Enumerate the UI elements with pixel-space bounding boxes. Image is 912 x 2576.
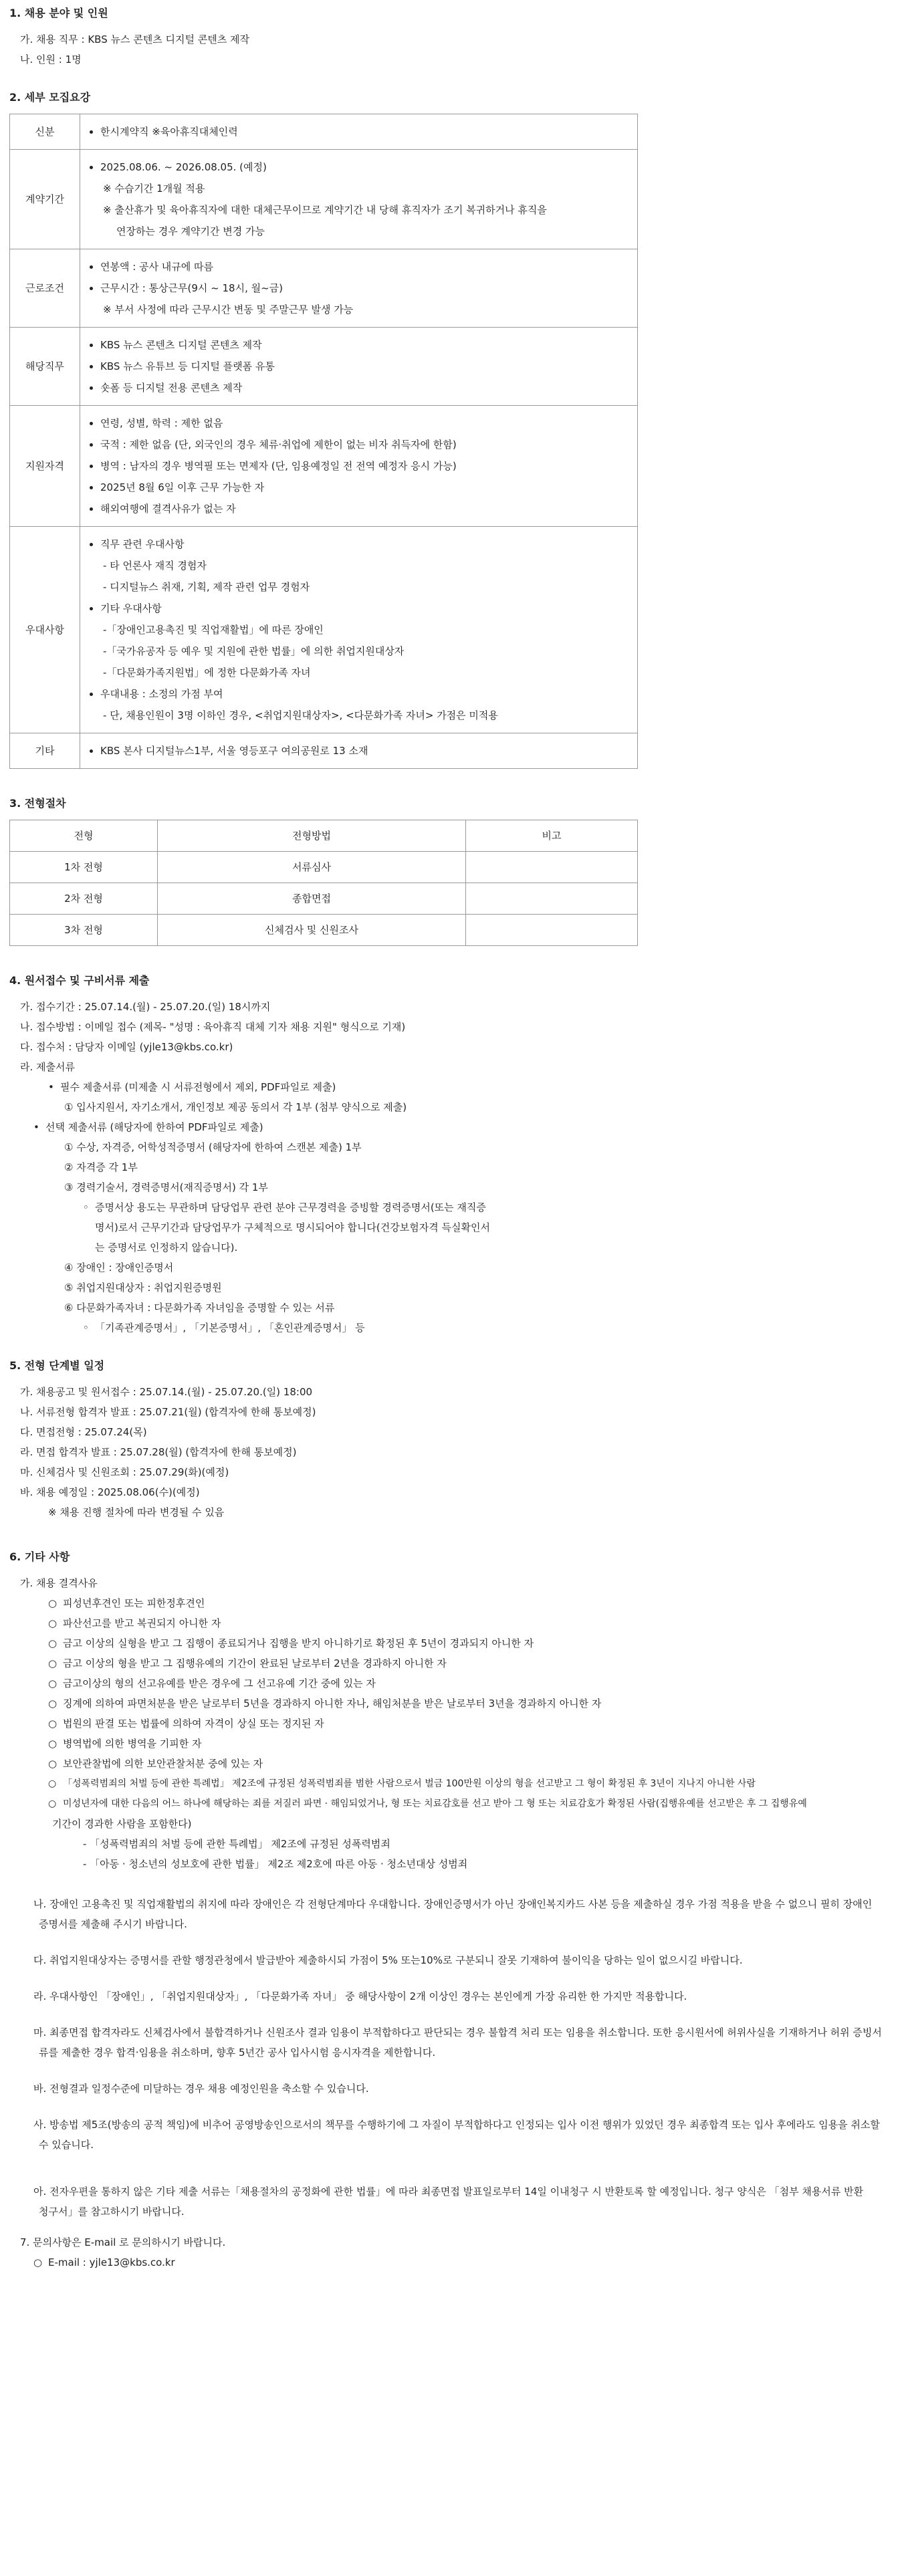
row-content bbox=[80, 150, 638, 249]
sub-item: - 디지털뉴스 취재, 기획, 제작 관련 업무 경험자 bbox=[103, 581, 310, 593]
notice-return-docs-cont: 청구서」를 참고하시기 바랍니다. bbox=[39, 2206, 185, 2218]
table-row bbox=[10, 328, 638, 406]
disqualification-item: ○ 피성년후견인 또는 피한정후견인 bbox=[9, 1593, 903, 1613]
table-cell bbox=[466, 915, 638, 946]
disqualification-item: ○ 금고이상의 형의 선고유예를 받은 경우에 그 선고유예 기간 중에 있는 자 bbox=[9, 1673, 903, 1693]
disqualification-heading: 가. 채용 결격사유 bbox=[20, 1577, 98, 1589]
doc-item: ④ 장애인 : 장애인증명서 bbox=[64, 1262, 174, 1274]
notice-return-docs: 아. 전자우편을 통하지 않은 기타 제출 서류는「채용절차의 공정화에 관한 법률」에 따라 최종면접 발표일로부터 14일 이내청구 시 반환토록 할 예정입니다. 청구 양식은 「첨부 채용서류 반환 bbox=[33, 2186, 864, 2198]
table-cell bbox=[466, 852, 638, 883]
list-item: • 2025년 8월 6일 이후 근무 가능한 자 bbox=[100, 477, 629, 498]
disqualification-item: ○ 「성폭력범죄의 처벌 등에 관한 특례법」 제2조에 규정된 성폭력범죄를 범한 사람으로서 벌금 100만원 이상의 형을 선고받고 그 형이 확정된 후 3년이 지나지 아니한 사람 bbox=[9, 1774, 903, 1794]
disqualification-item: ○ 보안관찰법에 의한 보안관찰처분 중에 있는 자 bbox=[9, 1754, 903, 1774]
table-row bbox=[10, 852, 638, 883]
application-method: 나. 접수방법 : 이메일 접수 (제목- "성명 : 육아휴직 대체 기자 채용 지원" 형식으로 기재) bbox=[20, 1021, 406, 1033]
row-content bbox=[80, 406, 638, 527]
row-header-preferences: 우대사항 bbox=[10, 527, 80, 733]
sub-item: - 타 언론사 재직 경험자 bbox=[103, 560, 207, 572]
row-content bbox=[80, 114, 638, 150]
disqualification-sub: - 「성폭력범죄의 처벌 등에 관한 특례법」 제2조에 규정된 성폭력범죄 bbox=[83, 1838, 390, 1850]
disqualification-item: ○ 법원의 판결 또는 법률에 의하여 자격이 상실 또는 정지된 자 bbox=[9, 1714, 903, 1734]
doc-item: ② 자격증 각 1부 bbox=[64, 1161, 138, 1173]
doc-item: ⑥ 다문화가족자녀 : 다문화가족 자녀임을 증명할 수 있는 서류 bbox=[64, 1302, 335, 1314]
schedule-item: 마. 신체검사 및 신원조회 : 25.07.29(화)(예정) bbox=[20, 1466, 229, 1478]
list-item: • 해외여행에 결격사유가 없는 자 bbox=[100, 498, 629, 519]
note-text: 연장하는 경우 계약기간 변경 가능 bbox=[116, 225, 265, 237]
required-docs: • 필수 제출서류 (미제출 시 서류전형에서 제외, PDF파일로 제출) bbox=[9, 1077, 903, 1097]
notice-final-cont: 류를 제출한 경우 합격·임용을 취소하며, 향후 5년간 공사 입사시험 응시자격을 제한합니다. bbox=[39, 2046, 436, 2059]
note-text: ※ 수습기간 1개월 적용 bbox=[103, 183, 205, 195]
process-table bbox=[9, 820, 638, 946]
table-cell: 종합면접 bbox=[158, 883, 466, 915]
column-header: 전형 bbox=[10, 820, 158, 852]
notice-preferences: 라. 우대사항인 「장애인」, 「취업지원대상자」, 「다문화가족 자녀」 중 해당사항이 2개 이상인 경우는 본인에게 가장 유리한 한 가지만 적용합니다. bbox=[33, 1990, 687, 2002]
schedule-note: ※ 채용 진행 절차에 따라 변경될 수 있음 bbox=[48, 1506, 225, 1518]
row-header-conditions: 근로조건 bbox=[10, 249, 80, 328]
section-3-title: 3. 전형절차 bbox=[9, 797, 66, 810]
notice-disabled-cont: 증명서를 제출해 주시기 바랍니다. bbox=[39, 1918, 187, 1930]
table-cell bbox=[466, 883, 638, 915]
section-1-title: 1. 채용 분야 및 인원 bbox=[9, 7, 108, 19]
section-4-title: 4. 원서접수 및 구비서류 제출 bbox=[9, 974, 150, 987]
row-header-other: 기타 bbox=[10, 733, 80, 769]
list-item: • 우대내용 : 소정의 가점 부여 bbox=[100, 683, 629, 705]
list-item: • KBS 뉴스 콘텐츠 디지털 콘텐츠 제작 bbox=[100, 334, 629, 356]
list-item: • KBS 뉴스 유튜브 등 디지털 플랫폼 유통 bbox=[100, 356, 629, 377]
schedule-item: 바. 채용 예정일 : 2025.08.06(수)(예정) bbox=[20, 1486, 200, 1498]
list-item: • 국적 : 제한 없음 (단, 외국인의 경우 체류·취업에 제한이 없는 비자 취득자에 한함) bbox=[100, 434, 629, 455]
doc-note: ◦ 증명서상 용도는 무관하며 담당업무 관련 분야 근무경력을 증빙할 경력증명서(또는 재직증 bbox=[9, 1197, 903, 1217]
list-item: • 2025.08.06. ~ 2026.08.05. (예정) bbox=[100, 156, 629, 178]
row-header-status: 신분 bbox=[10, 114, 80, 150]
table-cell: 1차 전형 bbox=[10, 852, 158, 883]
list-item: • 병역 : 남자의 경우 병역필 또는 면제자 (단, 임용예정일 전 전역 예정자 응시 가능) bbox=[100, 455, 629, 477]
table-row bbox=[10, 733, 638, 769]
notice-broadcast-law-cont: 수 있습니다. bbox=[39, 2139, 94, 2151]
sub-item: -「국가유공자 등 예우 및 지원에 관한 법률」에 의한 취업지원대상자 bbox=[103, 645, 405, 657]
doc-note: ◦ 「기족관계증명서」, 「기본증명서」, 「혼인관계증명서」 등 bbox=[9, 1318, 903, 1338]
doc-item: ① 수상, 자격증, 어학성적증명서 (해당자에 한하여 스캔본 제출) 1부 bbox=[64, 1141, 362, 1153]
notice-shortfall: 바. 전형결과 일정수준에 미달하는 경우 채용 예정인원을 축소할 수 있습니다. bbox=[33, 2083, 369, 2095]
table-row bbox=[10, 883, 638, 915]
schedule-item: 나. 서류전형 합격자 발표 : 25.07.21(월) (합격자에 한해 통보예정) bbox=[20, 1406, 316, 1418]
requirements-table bbox=[9, 114, 638, 769]
row-header-qualifications: 지원자격 bbox=[10, 406, 80, 527]
optional-docs: • 선택 제출서류 (해당자에 한하여 PDF파일로 제출) bbox=[9, 1117, 903, 1137]
documents-heading: 라. 제출서류 bbox=[20, 1061, 75, 1073]
table-row bbox=[10, 406, 638, 527]
contact-email: ○ E-mail : yjle13@kbs.co.kr bbox=[9, 2252, 903, 2272]
recruit-field: 가. 채용 직무 : KBS 뉴스 콘텐츠 디지털 콘텐츠 제작 bbox=[20, 33, 249, 45]
disqualification-item: ○ 미성년자에 대한 다음의 어느 하나에 해당하는 죄를 저질러 파면 · 해임되었거나, 형 또는 치료감호를 선고 받아 그 형 또는 치료감호가 확정된 사람(집행유예를 선고받은 후 그 집행유예 bbox=[9, 1794, 872, 1814]
notice-broadcast-law: 사. 방송법 제5조(방송의 공적 책임)에 비추어 공영방송인으로서의 책무를 수행하기에 그 자질이 부적합하다고 인정되는 입사 이전 행위가 있었던 경우 최종합격 또는 입사 후에라도 임용을 취소할 bbox=[33, 2119, 880, 2131]
application-period: 가. 접수기간 : 25.07.14.(월) - 25.07.20.(일) 18시까지 bbox=[20, 1001, 271, 1013]
row-content bbox=[80, 527, 638, 733]
section-7-title: 7. 문의사항은 E-mail 로 문의하시기 바랍니다. bbox=[20, 2236, 226, 2248]
disqualification-item: ○ 파산선고를 받고 복권되지 아니한 자 bbox=[9, 1613, 903, 1633]
row-content bbox=[80, 328, 638, 406]
row-content bbox=[80, 249, 638, 328]
note-text: ※ 부서 사정에 따라 근무시간 변동 및 주말근무 발생 가능 bbox=[103, 304, 354, 316]
row-header-contract: 계약기간 bbox=[10, 150, 80, 249]
note-text: ※ 출산휴가 및 육아휴직자에 대한 대체근무이므로 계약기간 내 당해 휴직자가 조기 복귀하거나 휴직을 bbox=[103, 204, 547, 216]
schedule-item: 라. 면접 합격자 발표 : 25.07.28(월) (합격자에 한해 통보예정) bbox=[20, 1446, 297, 1458]
list-item: • 한시계약직 ※육아휴직대체인력 bbox=[100, 121, 629, 142]
row-header-duties: 해당직무 bbox=[10, 328, 80, 406]
sub-item: -「장애인고용촉진 및 직업재활법」에 따른 장애인 bbox=[103, 624, 324, 636]
table-header-row bbox=[10, 820, 638, 852]
list-item: • 연봉액 : 공사 내규에 따름 bbox=[100, 256, 629, 277]
sub-item: -「다문화가족지원법」에 정한 다문화가족 자녀 bbox=[103, 667, 311, 679]
row-content bbox=[80, 733, 638, 769]
doc-note: 명서)로서 근무기간과 담당업무가 구체적으로 명시되어야 합니다(건강보험자격 득실확인서 bbox=[95, 1221, 490, 1234]
column-header: 비고 bbox=[466, 820, 638, 852]
table-cell: 신체검사 및 신원조사 bbox=[158, 915, 466, 946]
list-item: • 기타 우대사항 bbox=[100, 598, 629, 619]
section-2-title: 2. 세부 모집요강 bbox=[9, 91, 91, 104]
doc-note: 는 증명서로 인정하지 않습니다). bbox=[95, 1242, 238, 1254]
schedule-item: 가. 채용공고 및 원서접수 : 25.07.14.(월) - 25.07.20.(일) 18:00 bbox=[20, 1386, 313, 1398]
doc-item: ① 입사지원서, 자기소개서, 개인정보 제공 동의서 각 1부 (첨부 양식으로 제출) bbox=[64, 1101, 407, 1113]
table-cell: 서류심사 bbox=[158, 852, 466, 883]
list-item: • 근무시간 : 통상근무(9시 ~ 18시, 월~금) bbox=[100, 277, 629, 299]
notice-final: 마. 최종면접 합격자라도 신체검사에서 불합격하거나 신원조사 결과 임용이 부적합하다고 판단되는 경우 불합격 처리 또는 임용을 취소합니다. 또한 응시원서에 허위사실을 기재하거나 허위 증빙서 bbox=[33, 2026, 882, 2038]
disqualification-item: ○ 징계에 의하여 파면처분을 받은 날로부터 5년을 경과하지 아니한 자나, 해임처분을 받은 날로부터 3년을 경과하지 아니한 자 bbox=[9, 1693, 903, 1714]
table-cell: 2차 전형 bbox=[10, 883, 158, 915]
list-item: • KBS 본사 디지털뉴스1부, 서울 영등포구 여의공원로 13 소재 bbox=[100, 740, 629, 762]
table-row bbox=[10, 527, 638, 733]
list-item: • 연령, 성별, 학력 : 제한 없음 bbox=[100, 413, 629, 434]
disqualification-item: ○ 금고 이상의 형을 받고 그 집행유예의 기간이 완료된 날로부터 2년을 경과하지 아니한 자 bbox=[9, 1653, 903, 1673]
disqualification-item: ○ 병역법에 의한 병역을 기피한 자 bbox=[9, 1734, 903, 1754]
section-5-title: 5. 전형 단계별 일정 bbox=[9, 1359, 105, 1372]
section-6-title: 6. 기타 사항 bbox=[9, 1550, 70, 1563]
notice-disabled: 나. 장애인 고용촉진 및 직업재활법의 취지에 따라 장애인은 각 전형단계마다 우대합니다. 장애인증명서가 아닌 장애인복지카드 사본 등을 제출하실 경우 가점 적용을 받을 수 없으니 필히 장애인 bbox=[33, 1898, 873, 1910]
table-row bbox=[10, 114, 638, 150]
table-row bbox=[10, 249, 638, 328]
table-cell: 3차 전형 bbox=[10, 915, 158, 946]
list-item: • 직무 관련 우대사항 bbox=[100, 534, 629, 555]
disqualification-sub: 기간이 경과한 사람을 포함한다) bbox=[52, 1818, 192, 1830]
disqualification-item: ○ 금고 이상의 실형을 받고 그 집행이 종료되거나 집행을 받지 아니하기로 확정된 후 5년이 경과되지 아니한 자 bbox=[9, 1633, 903, 1653]
application-contact: 다. 접수처 : 담당자 이메일 (yjle13@kbs.co.kr) bbox=[20, 1041, 233, 1053]
list-item: • 숏폼 등 디지털 전용 콘텐츠 제작 bbox=[100, 377, 629, 398]
doc-item: ③ 경력기술서, 경력증명서(재직증명서) 각 1부 bbox=[64, 1181, 268, 1193]
sub-item: - 단, 채용인원이 3명 이하인 경우, <취업지원대상자>, <다문화가족 자녀> 가점은 미적용 bbox=[103, 709, 498, 721]
disqualification-sub: - 「아동 · 청소년의 성보호에 관한 법률」 제2조 제2호에 따른 아동 · 청소년대상 성범죄 bbox=[83, 1858, 468, 1870]
schedule-item: 다. 면접전형 : 25.07.24(목) bbox=[20, 1426, 147, 1438]
recruit-count: 나. 인원 : 1명 bbox=[20, 53, 82, 66]
column-header: 전형방법 bbox=[158, 820, 466, 852]
table-row bbox=[10, 915, 638, 946]
doc-item: ⑤ 취업지원대상자 : 취업지원증명원 bbox=[64, 1282, 222, 1294]
table-row bbox=[10, 150, 638, 249]
notice-veterans: 다. 취업지원대상자는 증명서를 관할 행정관청에서 발급받아 제출하시되 가점이 5% 또는10%로 구분되니 잘못 기재하여 불이익을 당하는 일이 없으시길 바랍니다. bbox=[33, 1954, 743, 1966]
